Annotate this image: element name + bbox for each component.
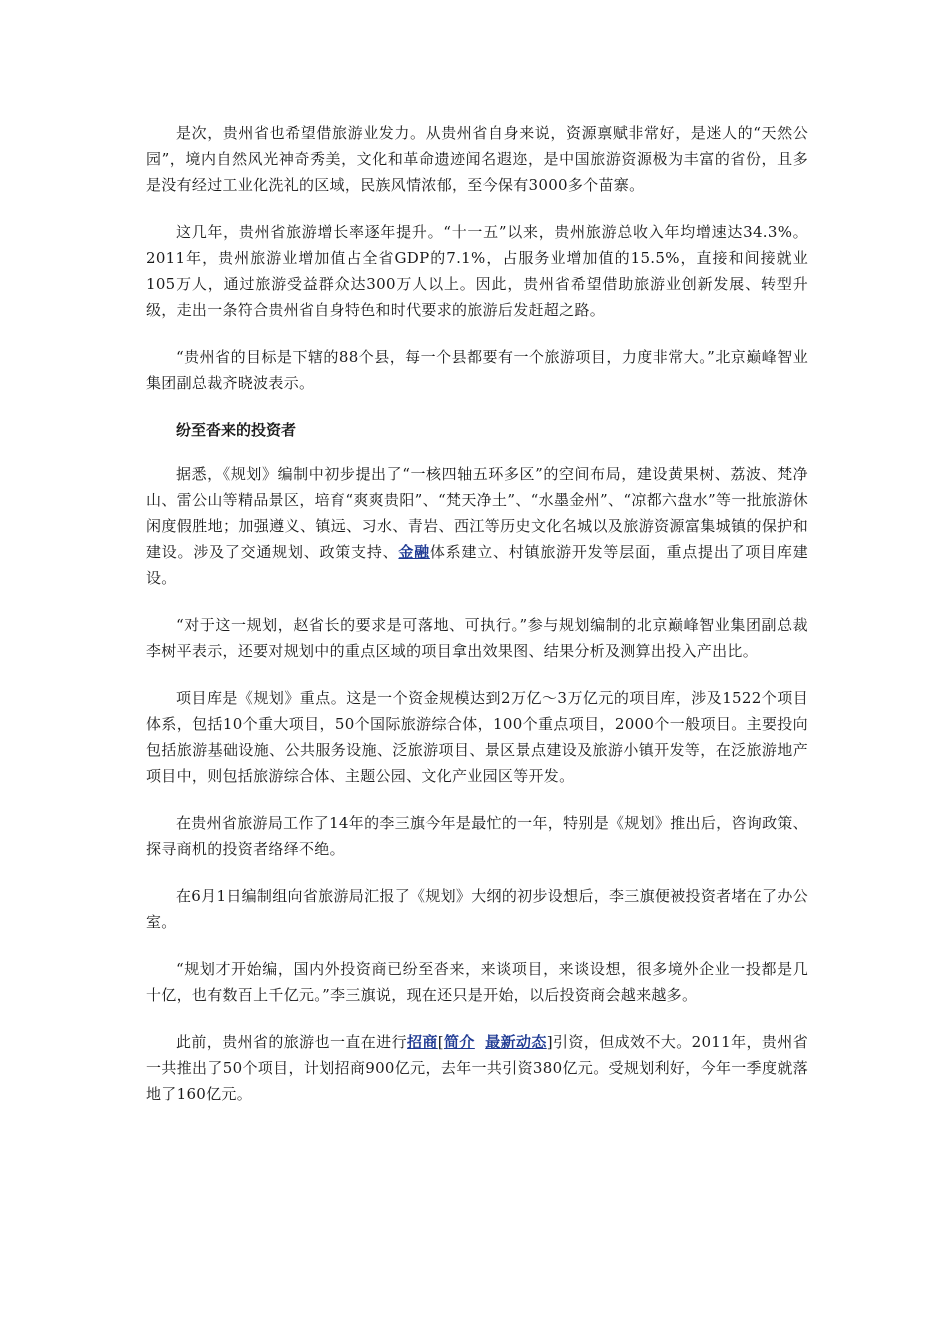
article-body (146, 120, 808, 1128)
intro-link[interactable]: 简介 (443, 1033, 475, 1051)
bracket-open: [ (437, 1033, 444, 1051)
latest-news-link[interactable]: 最新动态 (485, 1033, 547, 1051)
paragraph-7: 在贵州省旅游局工作了14年的李三旗今年是最忙的一年，特别是《规划》推出后，咨询政策、探寻商机的投资者络绎不绝。 (146, 814, 808, 858)
paragraph-1: 是次，贵州省也希望借旅游业发力。从贵州省自身来说，资源禀赋非常好，是迷人的“天然公园”，境内自然风光神奇秀美，文化和革命遗迹闻名遐迩，是中国旅游资源极为丰富的省份，且多是没有经过工业化洗礼的区域，民族风情浓郁，至今保有3000多个苗寨。 (146, 124, 808, 194)
paragraph-2: 这几年，贵州省旅游增长率逐年提升。“十一五”以来，贵州旅游总收入年均增速达34.3%。2011年，贵州旅游业增加值占全省GDP的7.1%，占服务业增加值的15.5%，直接和间接就业105万人，通过旅游受益群众达300万人以上。因此，贵州省希望借助旅游业创新发展、转型升级，走出一条符合贵州省自身特色和时代要求的旅游后发赶超之路。 (146, 223, 808, 319)
section-heading: 纷至沓来的投资者 (176, 421, 297, 439)
paragraph-10-text-a: 此前，贵州省的旅游也一直在进行 (176, 1033, 407, 1051)
paragraph-5: “对于这一规划，赵省长的要求是可落地、可执行。”参与规划编制的北京巅峰智业集团副总裁李树平表示，还要对规划中的重点区域的项目拿出效果图、结果分析及测算出投入产出比。 (146, 616, 808, 660)
paragraph-9: “规划才开始编，国内外投资商已纷至沓来，来谈项目，来谈设想，很多境外企业一投都是几十亿，也有数百上千亿元。”李三旗说，现在还只是开始，以后投资商会越来越多。 (146, 960, 808, 1004)
paragraph-10 (146, 1029, 808, 1107)
investment-link[interactable]: 招商 (406, 1033, 438, 1051)
paragraph-4-text-b: 体系建立、村镇旅游开发等层面，重点提出了项目库建设。 (146, 543, 808, 587)
paragraph-4 (146, 461, 808, 591)
bracket-close: ] (546, 1033, 553, 1051)
paragraph-10-text-b: 引资，但成效不大。2011年，贵州省一共推出了50个项目，计划招商900亿元，去年一共引资380亿元。受规划利好，今年一季度就落地了160亿元。 (146, 1033, 808, 1103)
paragraph-8: 在6月1日编制组向省旅游局汇报了《规划》大纲的初步设想后，李三旗便被投资者堵在了办公室。 (146, 887, 808, 931)
finance-link[interactable]: 金融 (398, 543, 430, 561)
paragraph-3: “贵州省的目标是下辖的88个县，每一个县都要有一个旅游项目，力度非常大。”北京巅峰智业集团副总裁齐晓波表示。 (146, 348, 808, 392)
paragraph-4-text-a: 据悉，《规划》编制中初步提出了“一核四轴五环多区”的空间布局，建设黄果树、荔波、梵净山、雷公山等精品景区，培育“爽爽贵阳”、“梵天净土”、“水墨金州”、“凉都六盘水”等一批旅游休闲度假胜地；加强遵义、镇远、习水、青岩、西江等历史文化名城以及旅游资源富集城镇的保护和建设。涉及了交通规划、政策支持、 (146, 465, 808, 561)
paragraph-6: 项目库是《规划》重点。这是一个资金规模达到2万亿～3万亿元的项目库，涉及1522个项目体系，包括10个重大项目，50个国际旅游综合体，100个重点项目，2000个一般项目。主要投向包括旅游基础设施、公共服务设施、泛旅游项目、景区景点建设及旅游小镇开发等，在泛旅游地产项目中，则包括旅游综合体、主题公园、文化产业园区等开发。 (146, 689, 808, 785)
